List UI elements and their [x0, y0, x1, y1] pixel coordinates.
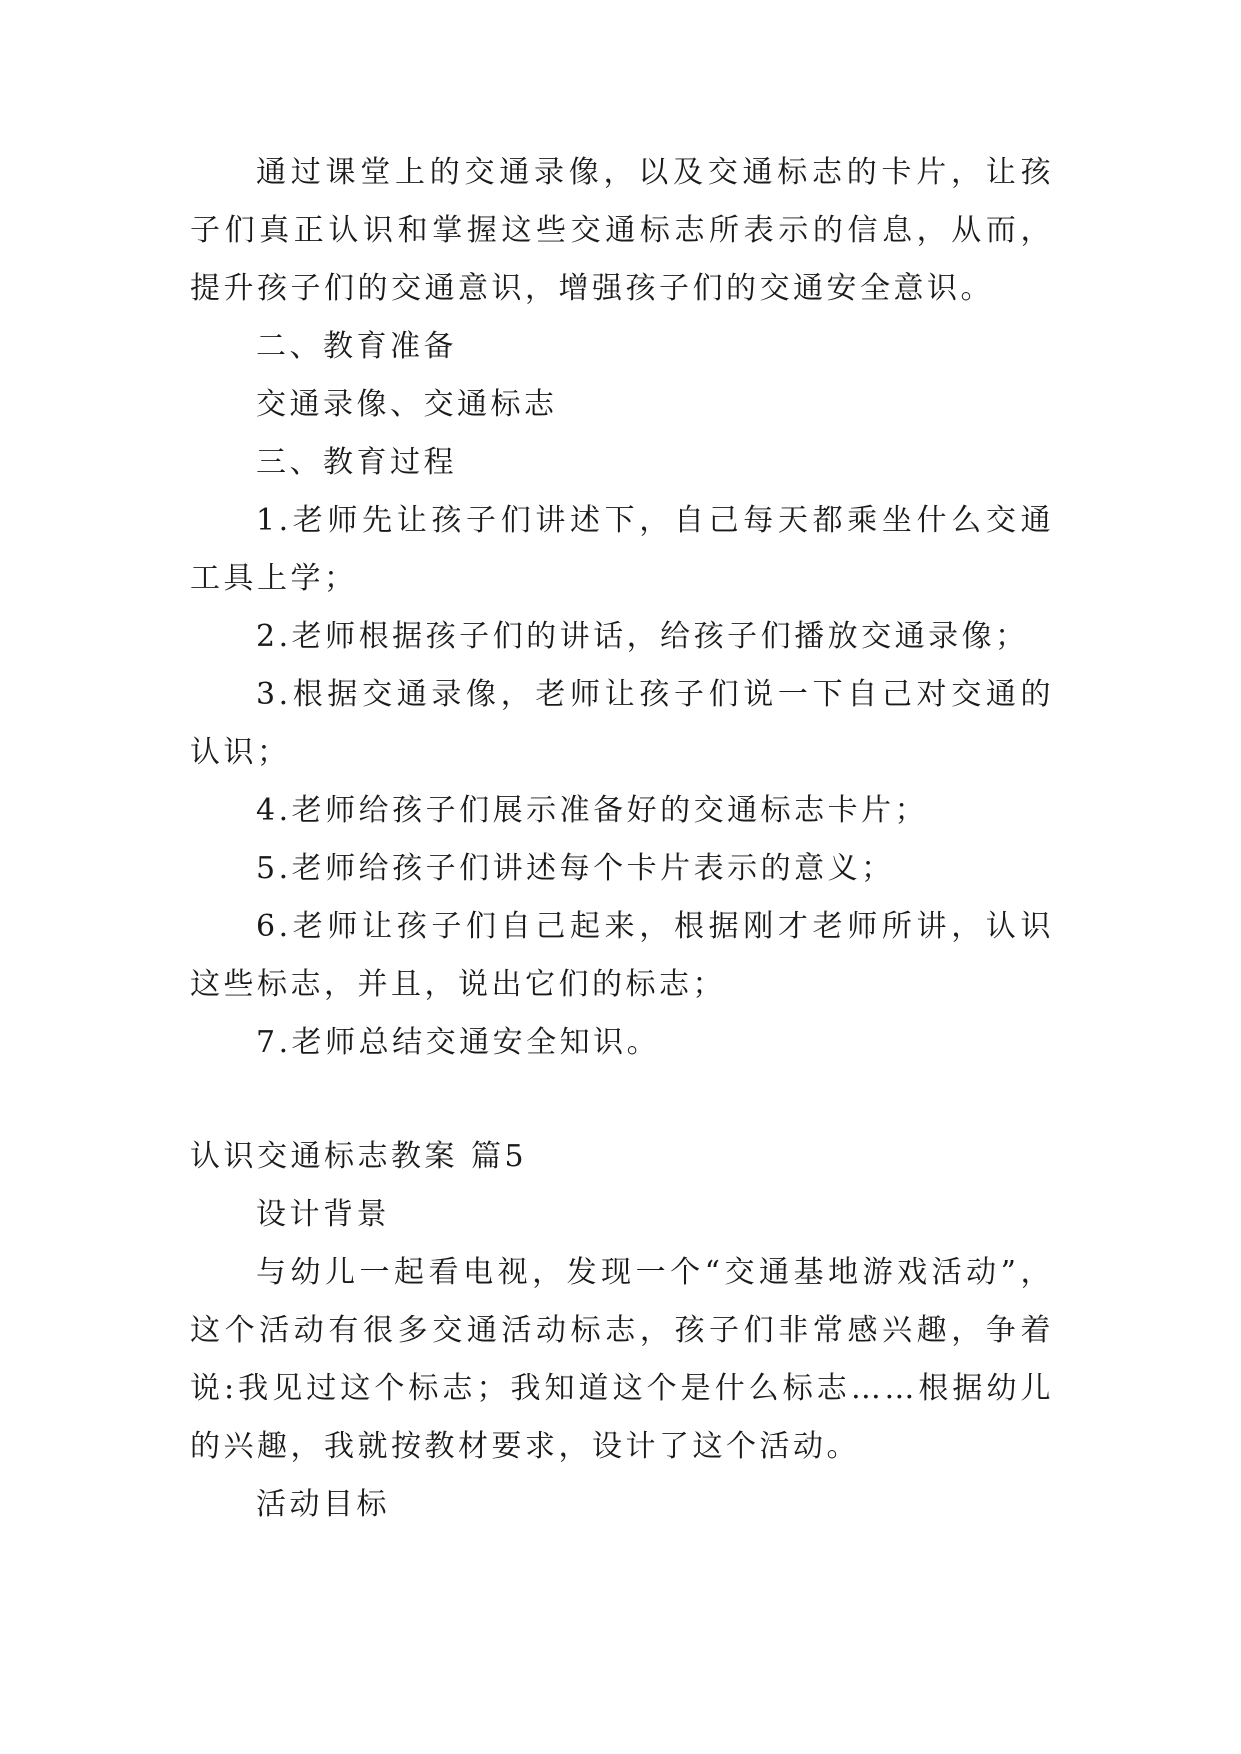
process-step-1: 1.老师先让孩子们讲述下，自己每天都乘坐什么交通工具上学； — [190, 503, 1054, 596]
process-step-4: 4.老师给孩子们展示准备好的交通标志卡片； — [256, 793, 929, 828]
process-heading: 三、教育过程 — [256, 445, 457, 480]
process-step-2: 2.老师根据孩子们的讲话，给孩子们播放交通录像； — [256, 619, 1029, 654]
goal-heading: 活动目标 — [256, 1487, 390, 1522]
section-title: 认识交通标志教案 篇5 — [190, 1139, 528, 1174]
background-paragraph: 与幼儿一起看电视，发现一个“交通基地游戏活动”，这个活动有很多交通活动标志，孩子们非常感兴趣，争着说:我见过这个标志；我知道这个是什么标志……根据幼儿的兴趣，我就按教材要求，设计了这个活动。 — [190, 1255, 1054, 1464]
prep-items: 交通录像、交通标志 — [256, 387, 558, 422]
prep-heading: 二、教育准备 — [256, 329, 457, 364]
process-step-6: 6.老师让孩子们自己起来，根据刚才老师所讲，认识这些标志，并且，说出它们的标志； — [190, 909, 1054, 1002]
process-step-7: 7.老师总结交通安全知识。 — [256, 1025, 661, 1060]
intro-paragraph: 通过课堂上的交通录像，以及交通标志的卡片，让孩子们真正认识和掌握这些交通标志所表示的信息，从而，提升孩子们的交通意识，增强孩子们的交通安全意识。 — [190, 155, 1054, 306]
process-step-5: 5.老师给孩子们讲述每个卡片表示的意义； — [256, 851, 895, 886]
process-step-3: 3.根据交通录像，老师让孩子们说一下自己对交通的认识； — [190, 677, 1054, 770]
background-heading: 设计背景 — [256, 1197, 390, 1232]
